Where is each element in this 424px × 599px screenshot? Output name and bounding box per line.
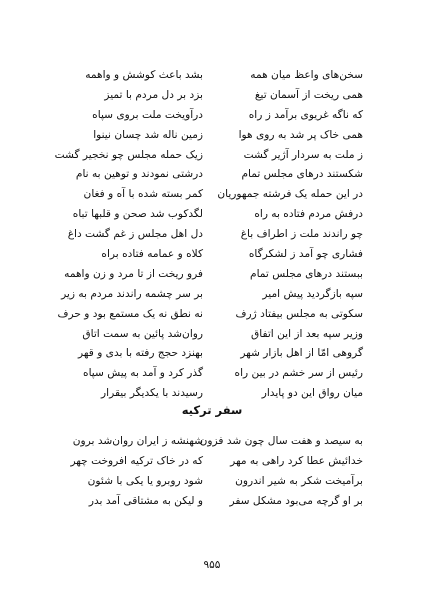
hemistich-right: بر او گرچه می‌بود مشکل سفر bbox=[229, 494, 363, 507]
verse-row bbox=[60, 285, 363, 305]
hemistich-left: نه نطق نه یک مستمع بود و حرف bbox=[57, 307, 203, 320]
hemistich-right: سخن‌های واعظ میان همه bbox=[250, 69, 363, 81]
verse-row bbox=[60, 126, 363, 146]
hemistich-right: ببستند درهای مجلس تمام bbox=[250, 267, 363, 280]
hemistich-left: لگدکوب شد صحن و قلبها تباه bbox=[72, 208, 203, 221]
verse-row bbox=[60, 265, 363, 285]
hemistich-right: ز ملت به سردار آژیر گشت bbox=[243, 148, 363, 161]
hemistich-right: همی ریخت از آسمان تیغ bbox=[254, 88, 363, 101]
hemistich-left: کمر بسته شده با آه و فغان bbox=[83, 188, 203, 201]
verse-row bbox=[60, 344, 363, 364]
hemistich-left: کلاه و عمامه فتاده براه bbox=[101, 248, 203, 261]
hemistich-right: فشاری چو آمد ز لشکرگاه bbox=[248, 248, 363, 261]
hemistich-left: رسیدند با یکدیگر بیقرار bbox=[101, 387, 203, 400]
hemistich-left: بزد بر دل مردم با تمیز bbox=[104, 88, 203, 101]
section-title: سفر ترکیه bbox=[181, 403, 243, 417]
verse-row bbox=[60, 325, 363, 345]
hemistich-left: بهنزد حجج رفته با بدی و قهر bbox=[78, 347, 203, 360]
hemistich-right: گروهی امّا از اهل بازار شهر bbox=[240, 347, 363, 360]
verse-row bbox=[60, 225, 363, 245]
hemistich-left: دل اهل مجلس ز غم گشت داغ bbox=[67, 228, 203, 241]
verse-row bbox=[60, 492, 363, 512]
verse-row bbox=[60, 452, 363, 472]
verse-row bbox=[54, 146, 363, 166]
hemistich-right: در این حمله یک فرشته جمهوریان bbox=[217, 188, 363, 201]
hemistich-left: درشتی نمودند و توهین به نام bbox=[75, 168, 203, 181]
verse-row bbox=[60, 364, 363, 384]
hemistich-left: شود روبرو یا یکی با شئون bbox=[87, 474, 203, 487]
hemistich-right: سپه بازگردید پیش امیر bbox=[262, 287, 363, 300]
hemistich-left: گذر کرد و آمد به پیش سپاه bbox=[83, 367, 203, 380]
hemistich-right: به سیصد و هفت سال چون شد فزون bbox=[199, 435, 363, 447]
hemistich-right: برآمیخت شکر به شیر اندرون bbox=[235, 474, 363, 487]
hemistich-left: بشد باعث کوشش و واهمه bbox=[85, 69, 203, 81]
hemistich-left: زیک حمله مجلس چو نخجیر گشت bbox=[54, 148, 203, 161]
verse-row bbox=[60, 165, 363, 185]
hemistich-right: که ناگه غریوی برآمد ز راه bbox=[248, 108, 363, 121]
hemistich-left: شهنشه ز ایران روان‌شد برون bbox=[72, 435, 203, 447]
verse-row bbox=[57, 305, 363, 325]
hemistich-left: زمین ناله شد چسان نینوا bbox=[93, 128, 203, 141]
hemistich-right: خدائیش عطا کرد راهی به مهر bbox=[230, 454, 363, 467]
hemistich-left: بر سر چشمه راندند مردم به زیر bbox=[61, 287, 203, 300]
hemistich-right: رئیس از سر خشم در بین راه bbox=[234, 367, 363, 380]
verse-row bbox=[60, 472, 363, 492]
page-number: ۹۵۵ bbox=[203, 559, 221, 571]
verse-row bbox=[60, 432, 363, 452]
verse-row bbox=[60, 205, 363, 225]
hemistich-right: درفش مردم فتاده به راه bbox=[254, 208, 363, 221]
poem-block-2 bbox=[60, 432, 363, 512]
verse-row bbox=[60, 384, 363, 404]
hemistich-left: فرو ریخت از تا مرد و زن واهمه bbox=[64, 267, 203, 280]
hemistich-left: و لیکن به مشتاقی آمد بدر bbox=[88, 494, 203, 507]
hemistich-right: میان رواق این دو پایدار bbox=[261, 387, 363, 400]
hemistich-left: روان‌شد پائین به سمت اتاق bbox=[82, 327, 203, 340]
verse-row bbox=[60, 66, 363, 86]
hemistich-right: چو راندند ملت ز اطراف باغ bbox=[240, 228, 363, 241]
hemistich-left: که در خاک ترکیه افروخت چهر bbox=[70, 454, 203, 467]
verse-row bbox=[60, 245, 363, 265]
hemistich-left: درآویخت ملت بروی سپاه bbox=[92, 108, 203, 121]
verse-row bbox=[60, 106, 363, 126]
hemistich-right: سکوتی به مجلس بیفتاد ژرف bbox=[235, 307, 363, 320]
poem-block-1 bbox=[54, 66, 363, 404]
verse-row bbox=[60, 185, 363, 205]
hemistich-right: شکستند درهای مجلس تمام bbox=[241, 168, 363, 181]
hemistich-right: وزیر سپه بعد از این اتفاق bbox=[251, 327, 363, 340]
hemistich-right: همی خاک پر شد به روی هوا bbox=[238, 128, 363, 141]
verse-row bbox=[60, 86, 363, 106]
